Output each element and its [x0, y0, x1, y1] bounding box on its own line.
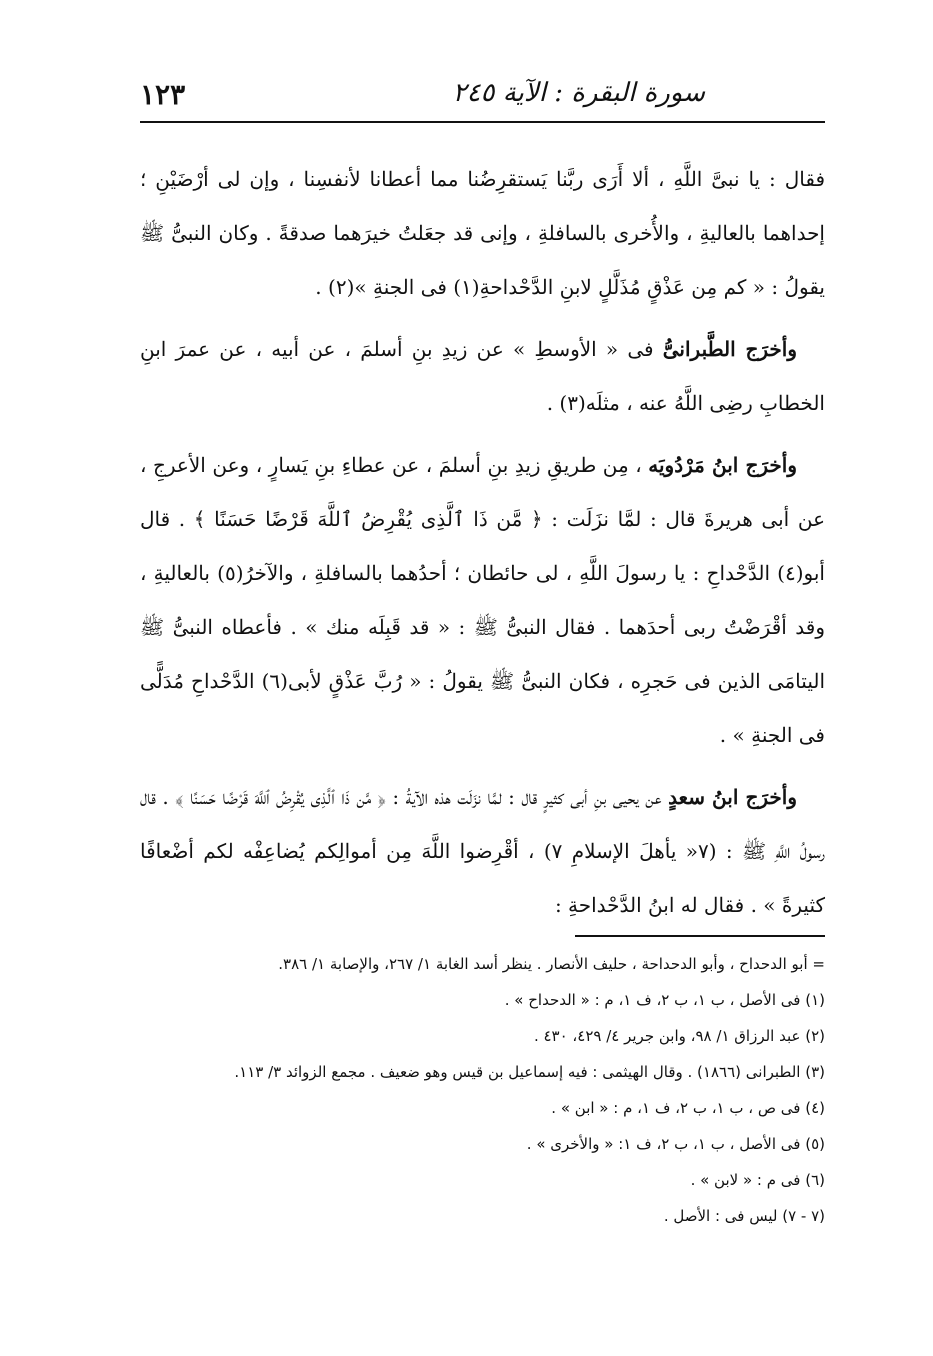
footnote-1: (١) فى الأصل ، ب ١، ب ٢، ف ١، م : « الدحداح » .: [504, 991, 825, 1009]
footnote-2: (٢) عبد الرزاق ١/ ٩٨، وابن جرير ٤/ ٤٢٩، ٤٣٠ .: [533, 1027, 825, 1045]
header-rule: [140, 121, 825, 123]
footnote-3: (٣) الطبرانى (١٨٦٦) . وقال الهيثمى : فيه إسماعيل بن قيس وهو ضعيف . مجمع الزوائد ٣/ ١١٣.: [234, 1063, 825, 1081]
main-text: [140, 152, 825, 940]
paragraph-3-text: ، مِن طريقِ زيدِ بنِ أسلمَ ، عن عطاءِ بنِ يَسارٍ ، وعن الأعرجِ ، عن أبى هريرةَ قال : لمَّا نزَلَت : ﴿ مَّن ذَا ٱلَّذِى يُقْرِضُ ٱللَّهَ قَرْضًا حَسَنًا ﴾ . قال أبو(٤) الدَّحْداحِ : يا رسولَ اللَّهِ ، لى حائطان ؛ أحدُهما بالسافلةِ ، والآخرُ(٥) بالعاليةِ ، وقد أقْرَضْتُ ربى أحدَهما . فقال النبىُّ ﷺ : « قد قَبِلَه منك » . فأعطاه النبىُّ ﷺ اليتامَى الذين فى حَجرِه ، فكان النبىُّ ﷺ يقولُ : « رُبَّ عَذْقٍ لأبى(٦) الدَّحْداحِ مُدَلًّى فى الجنةِ » .: [140, 453, 826, 747]
footnote-7: (٧ - ٧) ليس فى : الأصل .: [663, 1207, 825, 1225]
page-number: ١٢٣: [140, 78, 186, 111]
paragraph-2-lead: وأخرَج الطَّبرانىُّ: [662, 337, 797, 361]
footnote-continued: = أبو الدحداح ، وأبو الدحداحة ، حليف الأنصار . ينظر أسد الغابة ١/ ٢٦٧، والإصابة ١/ ٣٨٦.: [278, 955, 825, 973]
footnote-6: (٦) فى م : « لابن » .: [690, 1171, 825, 1189]
paragraph-4-lead: وأخرَج ابنُ سعدٍ: [668, 785, 798, 809]
footnotes: [120, 946, 825, 1234]
paragraph-4-text: عن يحيى بنِ أبى كثيرٍ قال : لمَّا نزَلَت هذه الآيةُ : ﴿ مَّن ذَا ٱلَّذِى يُقْرِضُ ٱللَّهَ قَرْضًا حَسَنًا ﴾ . قال رسولُ اللَّهِ ﷺ : (٧« يأهلَ الإسلامِ ٧) ، أقْرِضوا اللَّهَ مِن أموالِكم يُضاعِفْه لكم أضْعافًا كثيرةً » . فقال له ابنُ الدَّحْداحةِ :: [140, 785, 826, 917]
paragraph-2: [140, 322, 825, 430]
paragraph-4: [140, 770, 825, 932]
footnote-rule: [575, 935, 825, 937]
paragraph-1: [140, 152, 825, 314]
footnote-4: (٤) فى ص ، ب ١، ب ٢، ف ١، م : « ابن » .: [551, 1099, 825, 1117]
running-title: سورة البقرة : الآية ٢٤٥: [452, 78, 705, 108]
paragraph-3: [140, 438, 825, 762]
running-header: [140, 72, 825, 118]
paragraph-2-text: فى « الأوسطِ » عن زيدِ بنِ أسلمَ ، عن أبيه ، عن عمرَ ابنِ الخطابِ رضِى اللَّهُ عنه ، مثلَه(٣) .: [140, 337, 825, 415]
paragraph-1-text: فقال : يا نبىَّ اللَّهِ ، ألا أَرَى ربَّنا يَستقرِضُنا مما أعطانا لأنفسِنا ، وإن لى أرْضَيْنِ ؛ إحداهما بالعاليةِ ، والأُخرى بالسافلةِ ، وإنى قد جعَلتُ خيرَهما صدقةً . وكان النبىُّ ﷺ يقولُ : « كم مِن عَذْقٍ مُذَلَّلٍ لابنِ الدَّحْداحةِ(١) فى الجنةِ »(٢) .: [140, 167, 825, 299]
paragraph-3-lead: وأخرَج ابنُ مَرْدُويَه: [648, 453, 797, 477]
footnote-5: (٥) فى الأصل ، ب ١، ب ٢، ف ١: « والأخرى » .: [526, 1135, 825, 1153]
